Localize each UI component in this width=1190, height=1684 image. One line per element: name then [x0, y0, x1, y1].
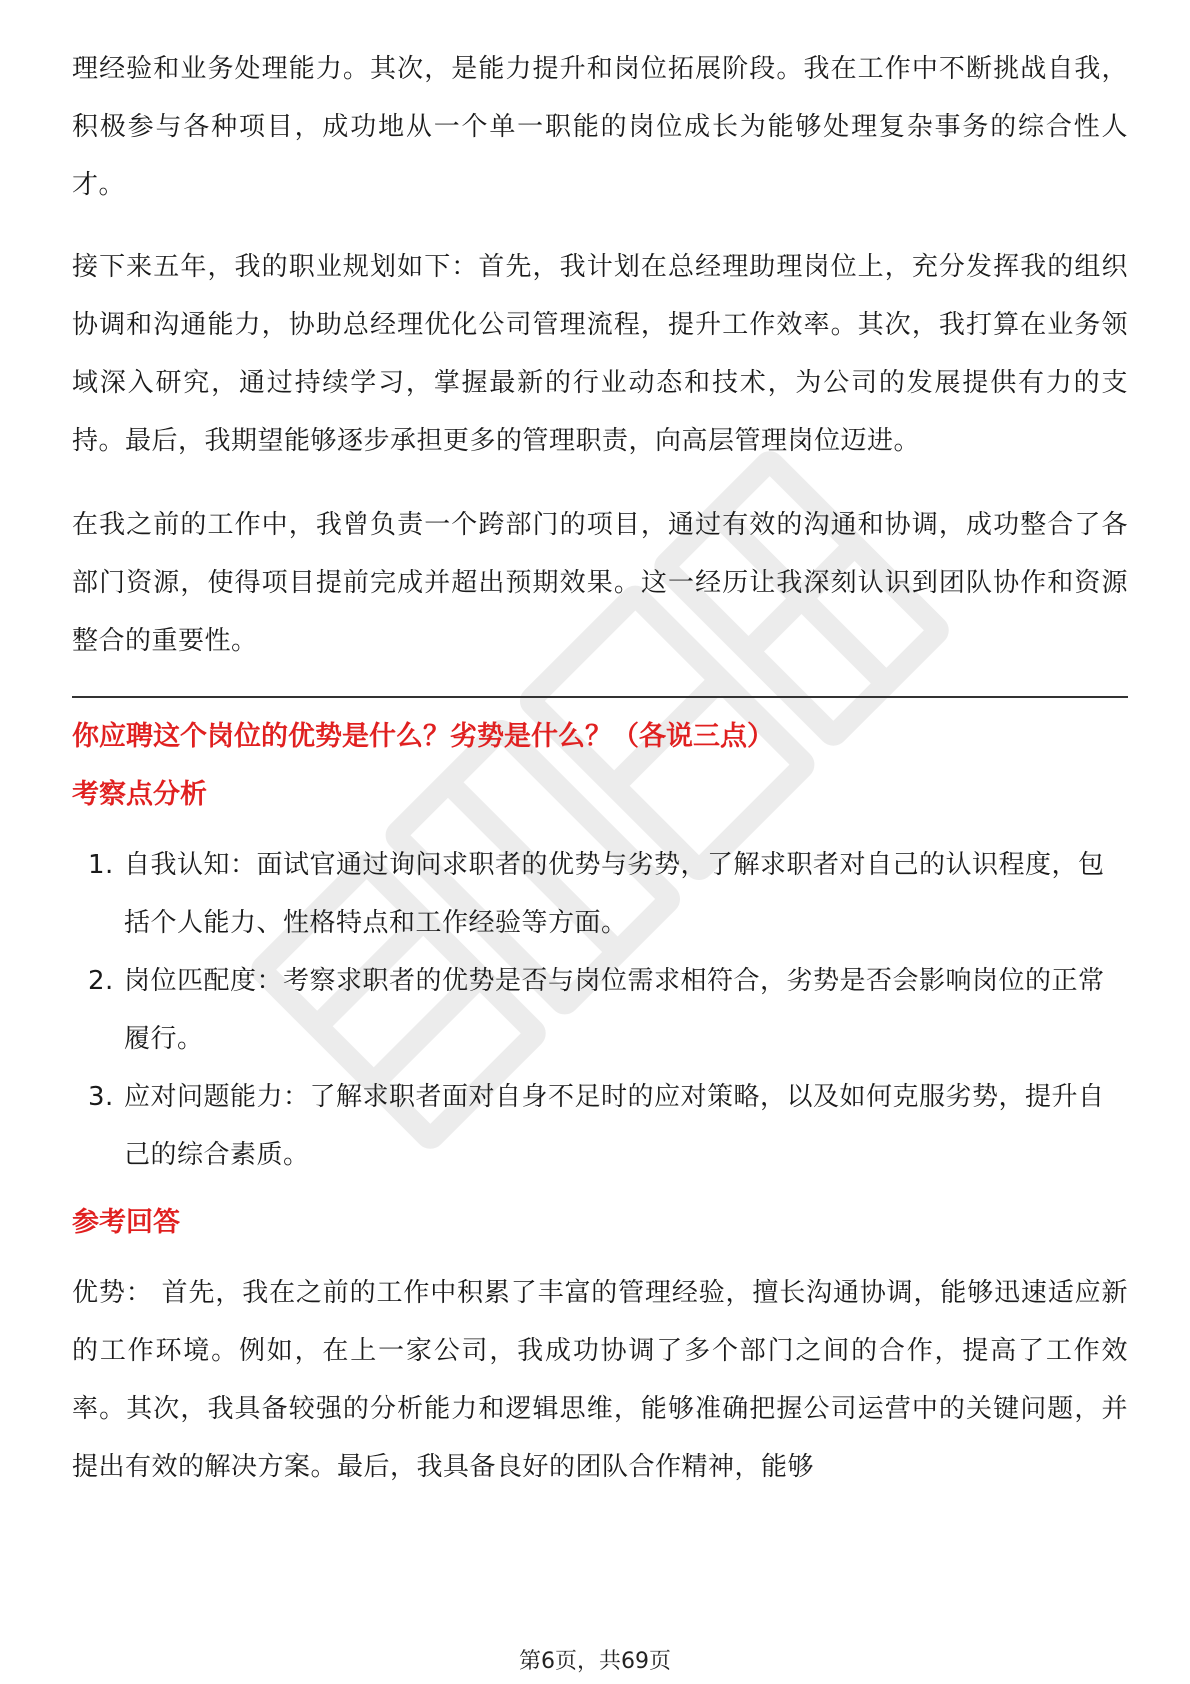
- list-item: [72, 1068, 1128, 1184]
- body-paragraph-2: 接下来五年，我的职业规划如下：首先，我计划在总经理助理岗位上，充分发挥我的组织协调和沟通能力，协助总经理优化公司管理流程，提升工作效率。其次，我打算在业务领域深入研究，通过持续学习，掌握最新的行业动态和技术，为公司的发展提供有力的支持。最后，我期望能够逐步承担更多的管理职责，向高层管理岗位迈进。: [72, 252, 1128, 456]
- list-item: [72, 836, 1128, 952]
- list-item-number: 2.: [88, 966, 114, 996]
- answer-paragraph: 优势： 首先，我在之前的工作中积累了丰富的管理经验，擅长沟通协调，能够迅速适应新的工作环境。例如，在上一家公司，我成功协调了多个部门之间的合作，提高了工作效率。其次，我具备较强的分析能力和逻辑思维，能够准确把握公司运营中的关键问题，并提出有效的解决方案。最后，我具备良好的团队合作精神，能够: [72, 1278, 1128, 1482]
- list-item-number: 3.: [88, 1082, 114, 1112]
- document-content: [72, 40, 1128, 1522]
- answer-heading: 参考回答: [72, 1207, 180, 1238]
- list-item-text: 岗位匹配度：考察求职者的优势是否与岗位需求相符合，劣势是否会影响岗位的正常履行。: [124, 966, 1105, 1054]
- list-item-text: 自我认知：面试官通过询问求职者的优势与劣势，了解求职者对自己的认识程度，包括个人能力、性格特点和工作经验等方面。: [124, 850, 1105, 938]
- list-item: [72, 952, 1128, 1068]
- analysis-list: [72, 836, 1128, 1184]
- question-heading: 你应聘这个岗位的优势是什么？劣势是什么？（各说三点）: [72, 721, 774, 752]
- page-footer: 第6页，共69页: [519, 1649, 671, 1674]
- section-divider: [72, 696, 1128, 698]
- list-item-text: 应对问题能力：了解求职者面对自身不足时的应对策略，以及如何克服劣势，提升自己的综合素质。: [124, 1082, 1105, 1170]
- analysis-heading: 考察点分析: [72, 779, 207, 810]
- body-paragraph-1: 理经验和业务处理能力。其次，是能力提升和岗位拓展阶段。我在工作中不断挑战自我，积极参与各种项目，成功地从一个单一职能的岗位成长为能够处理复杂事务的综合性人才。: [72, 54, 1128, 200]
- list-item-number: 1.: [88, 850, 114, 880]
- body-paragraph-3: 在我之前的工作中，我曾负责一个跨部门的项目，通过有效的沟通和协调，成功整合了各部门资源，使得项目提前完成并超出预期效果。这一经历让我深刻认识到团队协作和资源整合的重要性。: [72, 510, 1128, 656]
